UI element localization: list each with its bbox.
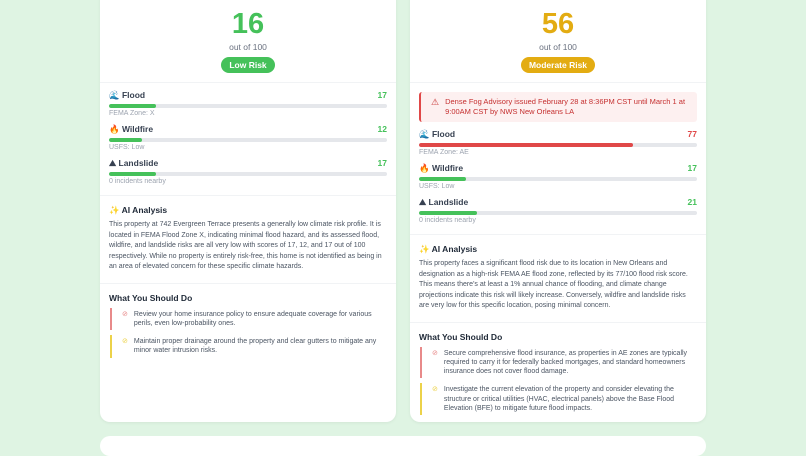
divider (410, 234, 706, 235)
risk-item-wildfire (419, 163, 697, 190)
risk-value: 17 (377, 158, 387, 168)
risk-bar-fill (419, 143, 633, 147)
recommendation-text: Secure comprehensive flood insurance, as properties in AE zones are typically required to carry it for federally backed mortgages, and standard homeowners insurance does not cover flood damage. (443, 349, 688, 376)
risk-value: 17 (687, 163, 697, 173)
risk-label: Landslide (118, 158, 159, 168)
risk-bar-fill (109, 138, 142, 142)
recommendation-text: Maintain proper drainage around the property and clear gutters to mitigate any minor water intrusion risks. (133, 338, 377, 355)
divider (410, 322, 706, 323)
risk-value: 12 (377, 124, 387, 134)
recommendation-text: Investigate the current elevation of the property and consider elevating the structure or critical utilities (HVAC, electrical panels) above the Base Flood Elevation (BFE) to mitigate future flood impacts. (443, 386, 675, 412)
risk-detail: FEMA Zone: AE (419, 149, 469, 156)
risk-bar-fill (109, 172, 156, 176)
divider (100, 82, 396, 83)
risk-score: 16 (231, 8, 265, 40)
recommendation-item (420, 383, 697, 415)
ai-analysis-text: This property faces a significant flood risk due to its location in New Orleans and designation as a high-risk FEMA AE flood zone, reflected by its 77/100 flood risk score. This means there's at least a 1% annual chance of flooding, and climate change projections indicate this risk will likely increase. Conversely, wildfire and landslide risks are very low for this specific location, posing minimal concern. (419, 260, 688, 309)
risk-bar-fill (109, 104, 156, 108)
risk-bar (109, 172, 387, 176)
risk-item-flood (109, 90, 387, 117)
risk-detail: FEMA Zone: X (109, 110, 155, 117)
check-circle-icon: ⊘ (122, 310, 128, 318)
risk-item-wildfire (109, 124, 387, 151)
recommendation-item (110, 308, 387, 331)
risk-level-badge: Low Risk (221, 57, 274, 73)
risk-item-flood (419, 129, 697, 156)
divider (100, 195, 396, 196)
risk-detail: USFS: Low (109, 144, 145, 151)
recommendations-title: What You Should Do (419, 331, 503, 342)
check-circle-icon: ⊘ (432, 386, 438, 394)
flood-icon: 🌊 (419, 129, 430, 139)
risk-label: Wildfire (121, 124, 154, 134)
risk-detail: 0 incidents nearby (109, 178, 166, 185)
risk-bar (419, 143, 697, 147)
risk-bar (419, 211, 697, 215)
risk-bar-fill (419, 211, 477, 215)
divider (410, 82, 706, 83)
alert-text: Dense Fog Advisory issued February 28 at 8:36PM CST until March 1 at 9:00AM CST by NWS New Orleans LA (445, 97, 686, 116)
ai-analysis-title: AI Analysis (121, 205, 168, 215)
next-card (100, 436, 706, 456)
check-circle-icon: ⊘ (122, 338, 128, 346)
risk-value: 17 (377, 90, 387, 100)
recommendation-item (110, 335, 387, 358)
risk-bar (419, 177, 697, 181)
risk-item-landslide (419, 197, 697, 224)
risk-bar (109, 104, 387, 108)
landslide-icon: ⛰ (109, 158, 117, 168)
risk-detail: USFS: Low (419, 183, 455, 190)
ai-analysis-title: AI Analysis (431, 244, 478, 254)
property-risk-card (410, 0, 706, 422)
ai-analysis-text: This property at 742 Evergreen Terrace presents a generally low climate risk profile. It is located in FEMA Flood Zone X, indicating minimal flood hazard, and its assessed flood, wildfire, and landslide risks are all very low with scores of 17, 12, and 17 out of 100 respectively. While no property is entirely risk-free, this home is not identified as being in an area of elevated concern for these specific climate hazards. (109, 221, 382, 270)
risk-label: Wildfire (431, 163, 464, 173)
weather-alert (419, 92, 697, 122)
risk-detail: 0 incidents nearby (419, 217, 476, 224)
risk-item-landslide (109, 158, 387, 185)
recommendation-text: Review your home insurance policy to ensure adequate coverage for various perils, even low-probability ones. (133, 310, 372, 327)
risk-score: 56 (541, 8, 575, 40)
risk-label: Flood (121, 90, 146, 100)
risk-bar-fill (419, 177, 466, 181)
sparkle-icon: ✨ (109, 205, 120, 215)
divider (100, 283, 396, 284)
recommendations-title: What You Should Do (109, 292, 193, 303)
risk-label: Flood (431, 129, 456, 139)
warning-icon: ⚠ (431, 97, 440, 107)
property-risk-card (100, 0, 396, 422)
risk-bar (109, 138, 387, 142)
risk-level-badge: Moderate Risk (521, 57, 595, 73)
risk-label: Landslide (428, 197, 469, 207)
score-scale: out of 100 (539, 42, 577, 52)
flood-icon: 🌊 (109, 90, 120, 100)
score-section (100, 0, 396, 73)
sparkle-icon: ✨ (419, 244, 430, 254)
score-scale: out of 100 (229, 42, 267, 52)
check-circle-icon: ⊘ (432, 349, 438, 357)
risk-value: 77 (687, 129, 697, 139)
landslide-icon: ⛰ (419, 197, 427, 207)
score-section (410, 0, 706, 73)
wildfire-icon: 🔥 (419, 163, 430, 173)
risk-value: 21 (687, 197, 697, 207)
wildfire-icon: 🔥 (109, 124, 120, 134)
recommendation-item (420, 347, 697, 379)
